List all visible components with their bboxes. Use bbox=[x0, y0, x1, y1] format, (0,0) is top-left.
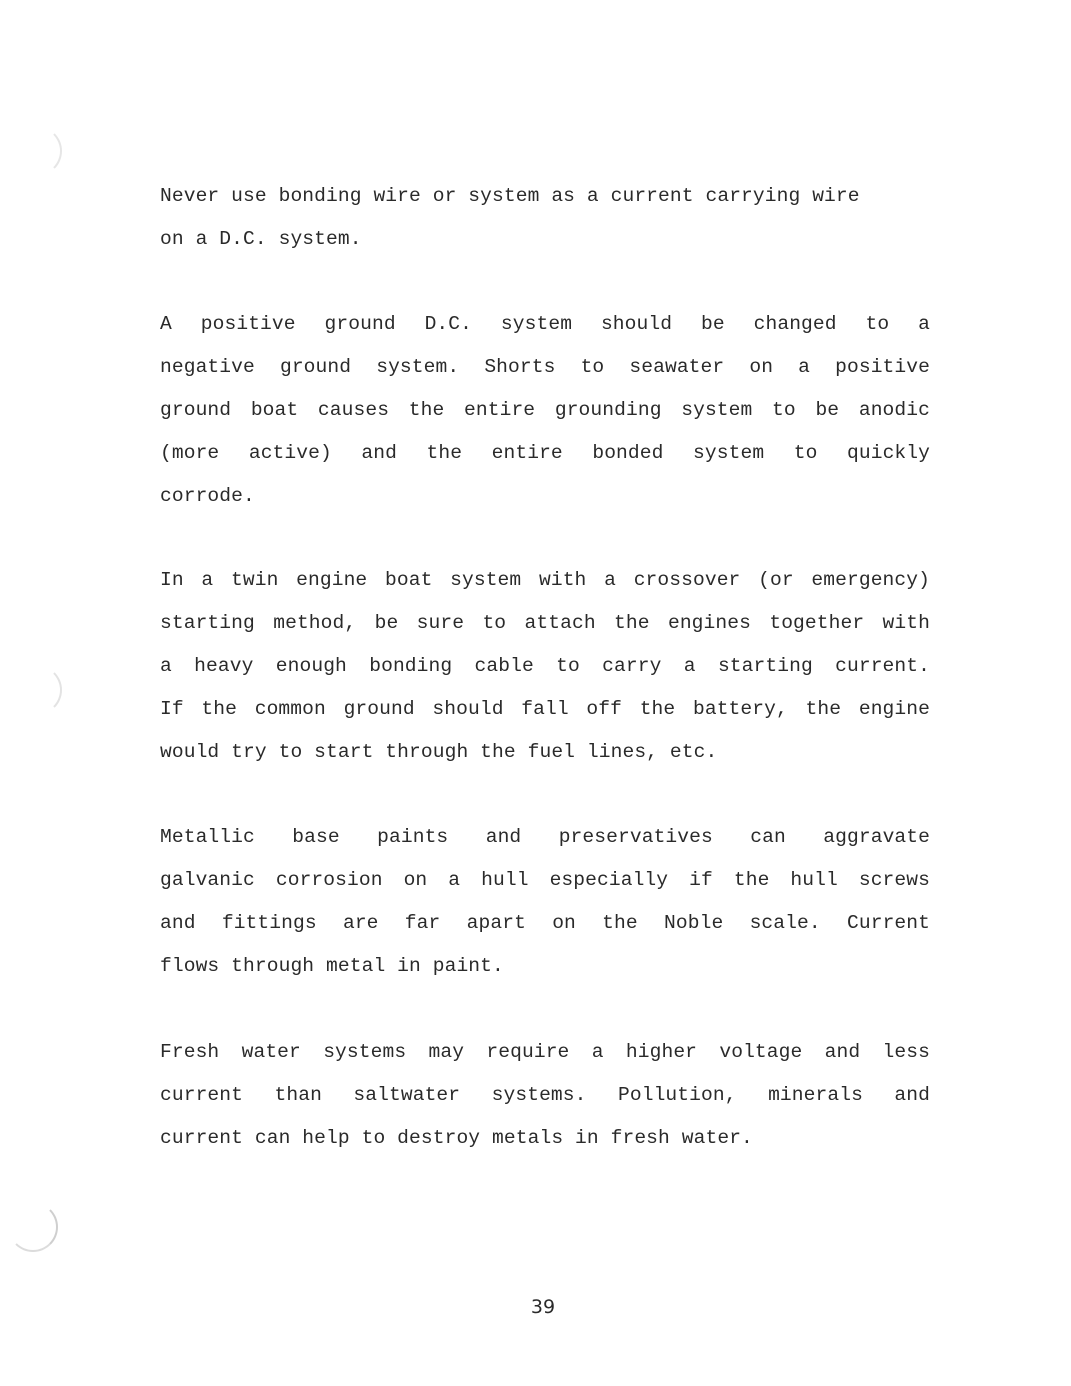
text-line: If the common ground should fall off the battery, the engine bbox=[160, 698, 930, 720]
paragraph-twin-engine bbox=[160, 559, 930, 774]
text-line: In a twin engine boat system with a crossover (or emergency) bbox=[160, 569, 930, 591]
text-line: and fittings are far apart on the Noble scale. Current bbox=[160, 912, 930, 934]
text-line: negative ground system. Shorts to seawater on a positive bbox=[160, 356, 930, 378]
text-line: Metallic base paints and preservatives can aggravate bbox=[160, 826, 930, 848]
text-line: would try to start through the fuel lines, etc. bbox=[160, 741, 718, 763]
text-line: corrode. bbox=[160, 485, 255, 507]
text-line: Fresh water systems may require a higher voltage and less bbox=[160, 1041, 930, 1063]
text-line: current can help to destroy metals in fresh water. bbox=[160, 1127, 753, 1149]
text-line: galvanic corrosion on a hull especially if the hull screws bbox=[160, 869, 930, 891]
text-line: a heavy enough bonding cable to carry a starting current. bbox=[160, 655, 930, 677]
hole-punch-mark bbox=[12, 126, 62, 176]
text-line: current than saltwater systems. Pollution, minerals and bbox=[160, 1084, 930, 1106]
text-line: ground boat causes the entire grounding system to be anodic bbox=[160, 399, 930, 421]
text-line: on a D.C. system. bbox=[160, 228, 362, 250]
text-line: (more active) and the entire bonded system to quickly bbox=[160, 442, 930, 464]
paragraph-metallic-paints bbox=[160, 816, 930, 988]
hole-punch-mark bbox=[8, 1202, 58, 1252]
hole-punch-mark bbox=[12, 665, 62, 715]
text-line: flows through metal in paint. bbox=[160, 955, 504, 977]
paragraph-positive-ground bbox=[160, 303, 930, 518]
paragraph-fresh-water bbox=[160, 1031, 930, 1160]
text-line: Never use bonding wire or system as a current carrying wire bbox=[160, 185, 860, 207]
page-number: 39 bbox=[530, 1296, 556, 1318]
paragraph-bonding-wire bbox=[160, 175, 930, 261]
text-line: A positive ground D.C. system should be changed to a bbox=[160, 313, 930, 335]
text-line: starting method, be sure to attach the engines together with bbox=[160, 612, 930, 634]
